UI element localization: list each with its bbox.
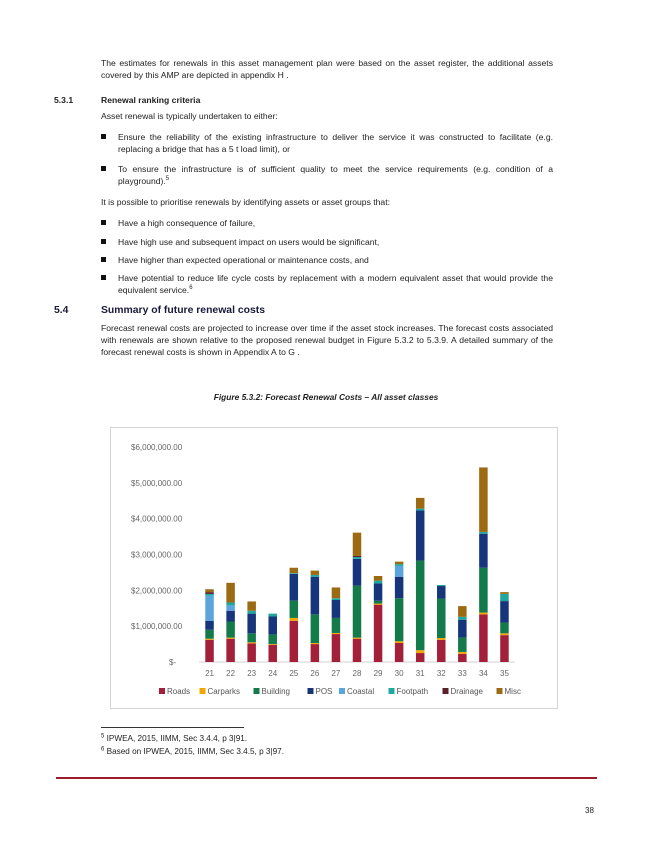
y-tick-label: $2,000,000.00: [131, 586, 183, 596]
bar-segment-misc: [290, 568, 299, 573]
x-tick-label: 28: [352, 669, 362, 678]
bar-segment-building: [374, 601, 383, 604]
bar-segment-footpath: [500, 594, 509, 601]
bar-segment-pos: [395, 577, 404, 599]
bar-segment-carparks: [374, 604, 383, 605]
legend-swatch-carparks: [200, 688, 206, 694]
chart-frame: [110, 427, 558, 709]
footnote-5: [101, 733, 247, 744]
x-tick-label: 34: [478, 669, 488, 678]
bar-segment-roads: [416, 653, 425, 662]
bar-segment-carparks: [311, 643, 320, 644]
bar-segment-footpath: [247, 611, 256, 614]
bar-segment-carparks: [268, 644, 277, 645]
bar-segment-roads: [332, 634, 341, 662]
bar-segment-footpath: [416, 509, 425, 511]
bar-segment-roads: [500, 635, 509, 662]
legend-label-drainage: Drainage: [450, 687, 483, 696]
bar-segment-footpath: [268, 614, 277, 617]
x-tick-label: 33: [457, 669, 467, 678]
bar-segment-carparks: [500, 633, 509, 635]
bar-segment-roads: [226, 639, 235, 662]
bar-segment-misc: [458, 606, 467, 617]
figure-caption: Figure 5.3.2: Forecast Renewal Costs – All asset classes: [213, 392, 439, 402]
bar-segment-drainage: [353, 556, 362, 557]
legend-swatch-footpath: [389, 688, 395, 694]
bullet-text: Ensure the reliability of the existing infrastructure to deliver the service it was constructed to facilitate (e.g. replacing a bridge that has a 5 t load limit), or: [118, 132, 553, 155]
bullet-square-icon: [101, 220, 106, 225]
x-tick-label: 32: [436, 669, 446, 678]
renewal-intro: Asset renewal is typically undertaken to either:: [101, 111, 278, 121]
y-tick-label: $1,000,000.00: [131, 622, 183, 632]
bar-segment-carparks: [226, 638, 235, 639]
bar-segment-carparks: [395, 641, 404, 643]
intro-paragraph: The estimates for renewals in this asset management plan were based on the asset register, the additional assets covered by this AMP are depicted in appendix H .: [101, 58, 553, 81]
y-tick-label: $-: [169, 658, 177, 667]
bar-segment-footpath: [311, 575, 320, 577]
bar-segment-roads: [458, 654, 467, 662]
bar-segment-pos: [268, 616, 277, 634]
bar-segment-carparks: [437, 638, 446, 640]
bar-segment-roads: [395, 643, 404, 662]
bar-segment-misc: [205, 589, 214, 592]
bar-segment-carparks: [247, 642, 256, 643]
footnote-number: 6: [101, 746, 105, 753]
bar-segment-building: [500, 623, 509, 634]
legend-swatch-pos: [308, 688, 314, 694]
bar-segment-pos: [332, 600, 341, 618]
bar-segment-pos: [290, 574, 299, 601]
section-531-title: Renewal ranking criteria: [101, 95, 201, 105]
legend-label-misc: Misc: [504, 687, 521, 696]
bullet-square-icon: [101, 257, 106, 262]
bar-segment-footpath: [458, 617, 467, 620]
bar-segment-building: [479, 568, 488, 613]
legend-swatch-coastal: [339, 688, 345, 694]
bar-segment-building: [353, 586, 362, 638]
summary-paragraph: Forecast renewal costs are projected to increase over time if the asset stock increases. The forecast costs associated with renewals are shown relative to the proposed renewal budget in Figure 5.3.2 to 5.3.9. A detailed summary of the forecast renewal costs is shown in Appendix A to G .: [101, 323, 553, 358]
x-tick-label: 26: [310, 669, 320, 678]
section-54-title: Summary of future renewal costs: [101, 305, 265, 316]
renewal-cost-chart: [111, 428, 557, 708]
bar-segment-pos: [374, 584, 383, 601]
bar-segment-misc: [500, 592, 509, 594]
bar-segment-misc: [479, 467, 488, 532]
x-tick-label: 24: [268, 669, 278, 678]
bar-segment-building: [332, 618, 341, 633]
legend-label-carparks: Carparks: [207, 687, 240, 696]
x-tick-label: 27: [331, 669, 341, 678]
footer-divider: [56, 777, 597, 779]
bar-segment-building: [395, 598, 404, 641]
bar-segment-building: [205, 630, 214, 639]
bar-segment-misc: [416, 498, 425, 509]
bar-segment-footpath: [353, 557, 362, 559]
footnote-ref-5: 5: [165, 176, 170, 183]
bar-segment-building: [268, 634, 277, 644]
y-tick-label: $5,000,000.00: [131, 478, 183, 488]
legend-label-footpath: Footpath: [396, 687, 429, 696]
legend-swatch-building: [254, 688, 260, 694]
bar-segment-footpath: [479, 532, 488, 534]
bullet-square-icon: [101, 275, 106, 280]
bar-segment-misc: [226, 583, 235, 603]
bar-segment-carparks: [416, 650, 425, 653]
bar-segment-pos: [500, 601, 509, 623]
bar-segment-footpath: [205, 594, 214, 596]
bar-segment-misc: [374, 576, 383, 581]
bullet-text: Have a high consequence of failure,: [118, 218, 256, 228]
bar-segment-footpath: [332, 598, 341, 600]
x-tick-label: 29: [373, 669, 383, 678]
prioritise-intro: It is possible to prioritise renewals by identifying assets or asset groups that:: [101, 197, 390, 207]
bar-segment-coastal: [205, 596, 214, 621]
bar-segment-footpath: [374, 581, 383, 584]
bar-segment-building: [311, 614, 320, 643]
bar-segment-roads: [437, 640, 446, 662]
x-tick-label: 35: [500, 669, 509, 678]
x-tick-label: 25: [289, 669, 299, 678]
bar-segment-carparks: [353, 638, 362, 639]
bar-segment-roads: [311, 644, 320, 662]
bar-segment-footpath: [437, 585, 446, 586]
y-tick-label: $4,000,000.00: [131, 514, 183, 524]
y-tick-label: $6,000,000.00: [131, 443, 183, 452]
bar-segment-carparks: [290, 618, 299, 621]
bar-segment-building: [458, 638, 467, 652]
footnote-divider: [101, 727, 244, 728]
bar-segment-building: [416, 561, 425, 651]
bar-segment-coastal: [226, 605, 235, 610]
bar-segment-coastal: [395, 566, 404, 577]
bar-segment-building: [290, 601, 299, 618]
bar-segment-building: [437, 599, 446, 638]
bar-segment-roads: [205, 640, 214, 662]
legend-label-building: Building: [261, 687, 290, 696]
bar-segment-misc: [353, 533, 362, 556]
y-tick-label: $3,000,000.00: [131, 550, 183, 560]
bar-segment-misc: [332, 587, 341, 598]
bullet-square-icon: [101, 239, 106, 244]
page-number: 38: [585, 806, 594, 815]
bar-segment-roads: [268, 645, 277, 662]
footnote-ref-6: 6: [189, 285, 193, 292]
bar-segment-footpath: [395, 564, 404, 566]
bullet-square-icon: [101, 134, 106, 139]
footnote-number: 5: [101, 733, 105, 740]
bar-segment-misc: [311, 571, 320, 575]
bar-segment-pos: [458, 620, 467, 638]
footnote-text: IPWEA, 2015, IIMM, Sec 3.4.4, p 3|91.: [106, 734, 248, 743]
bar-segment-roads: [479, 614, 488, 662]
legend-label-pos: POS: [315, 687, 333, 696]
bullet-square-icon: [101, 166, 106, 171]
x-tick-label: 31: [415, 669, 425, 678]
x-tick-label: 23: [247, 669, 257, 678]
bar-segment-pos: [205, 621, 214, 630]
bar-segment-drainage: [205, 592, 214, 594]
bar-segment-roads: [247, 643, 256, 662]
bar-segment-misc: [395, 562, 404, 565]
bar-segment-roads: [290, 621, 299, 662]
bar-segment-misc: [247, 601, 256, 610]
bar-segment-pos: [353, 559, 362, 586]
bullet-text: Have higher than expected operational or maintenance costs, and: [118, 255, 369, 265]
section-531-number: 5.3.1: [54, 95, 74, 105]
x-tick-label: 21: [205, 669, 214, 678]
legend-label-coastal: Coastal: [347, 687, 375, 696]
section-54-number: 5.4: [54, 305, 69, 316]
legend-swatch-roads: [159, 688, 165, 694]
bar-segment-pos: [226, 611, 235, 622]
bullet-text: Have potential to reduce life cycle costs by replacement with a modern equivalent asset that would provide the equivalent service.$^6$: [118, 273, 553, 296]
bar-segment-carparks: [332, 633, 341, 634]
bar-segment-pos: [311, 577, 320, 615]
bar-segment-building: [226, 622, 235, 638]
bar-segment-carparks: [479, 613, 488, 615]
footnote-6: [101, 746, 284, 757]
bullet-text: Have high use and subsequent impact on users would be significant,: [118, 237, 380, 247]
bar-segment-pos: [416, 510, 425, 560]
bar-segment-pos: [247, 614, 256, 634]
bar-segment-pos: [479, 534, 488, 568]
bar-segment-footpath: [226, 603, 235, 606]
x-tick-label: 22: [226, 669, 236, 678]
bar-segment-roads: [353, 639, 362, 662]
bar-segment-building: [247, 633, 256, 642]
legend-swatch-misc: [497, 688, 503, 694]
x-tick-label: 30: [394, 669, 404, 678]
bar-segment-footpath: [290, 573, 299, 574]
bar-segment-pos: [437, 586, 446, 599]
footnote-text: Based on IPWEA, 2015, IIMM, Sec 3.4.5, p 3|97.: [106, 747, 284, 756]
bar-segment-carparks: [458, 652, 467, 654]
bar-segment-carparks: [205, 639, 214, 640]
legend-label-roads: Roads: [167, 687, 191, 696]
legend-swatch-drainage: [443, 688, 449, 694]
bullet-text: To ensure the infrastructure is of sufficient quality to meet the service requirements (e.g. condition of a playground).$^5$: [118, 164, 553, 187]
bar-segment-roads: [374, 605, 383, 662]
